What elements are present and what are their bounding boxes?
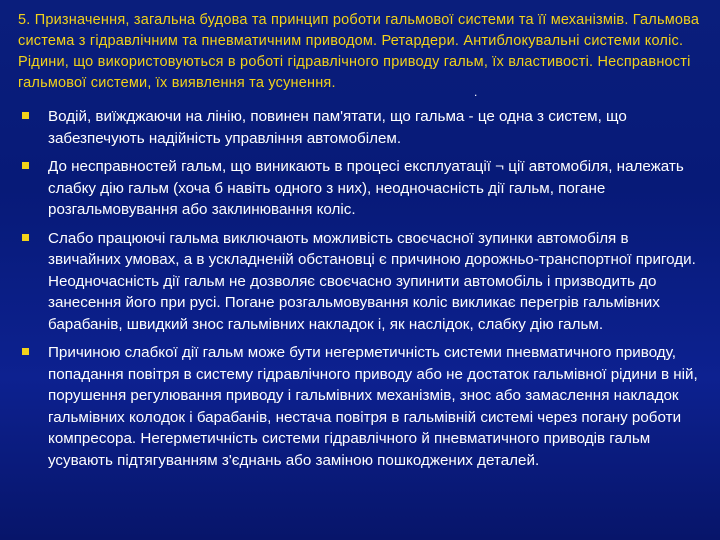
bullet-text: Водій, виїжджаючи на лінію, повинен пам'ятати, що гальма - це одна з систем, що забезпечують надійність управління автомобілем. (48, 108, 627, 147)
bullet-text: Слабо працюючі гальма виключають можливість своєчасної зупинки автомобіля в звичайних умовах, а в ускладненій обстановці є причиною дорожньо-транспортної пригоди. Неодночасність дії гальм не дозволяє своєчасно зупинити автомобіль і призводить до занесення його при русі. Погане розгальмовування коліс викликає перегрів гальмівних барабанів, швидкий знос гальмівних накладок і, як наслідок, слабку дію гальм. (48, 229, 696, 333)
square-bullet-icon (22, 348, 29, 355)
list-item (20, 106, 704, 149)
slide-title: 5. Призначення, загальна будова та принцип роботи гальмової системи та її механізмів. Гальмова система з гідравлічним та пневматичним приводом. Ретардери. Антиблокувальні системи коліс. Рідини, що використовуються в роботі гідравлічного приводу гальм, їх властивості. Несправності гальмової системи, їх виявлення та усунення. (18, 12, 700, 91)
square-bullet-icon (22, 162, 29, 169)
bullet-text: До несправностей гальм, що виникають в процесі експлуатації ¬ ції автомобіля, належать слабку дію гальм (хоча б навіть одного з них), неодночасність дії гальм, погане розгальмовування або заклинювання коліс. (48, 158, 684, 218)
decor-dot: . (474, 85, 478, 99)
list-item (20, 156, 704, 221)
list-item (20, 228, 704, 336)
square-bullet-icon (22, 112, 29, 119)
bullet-text: Причиною слабкої дії гальм може бути негерметичність системи пневматичного приводу, попадання повітря в систему гідравлічного приводу або не достаток гальмівної рідини в ній, порушення регулювання приводу і гальмівних механізмів, знос або замаслення накладок гальмівних колодок і барабанів, нестача повітря в гальмівній системі через погану роботи компресора. Негерметичність системи гідравлічного й пневматичного приводів гальм усувають підтягуванням з'єднань або заміною пошкоджених деталей. (48, 344, 698, 469)
bullet-list (20, 106, 704, 478)
square-bullet-icon (22, 234, 29, 241)
list-item (20, 342, 704, 471)
